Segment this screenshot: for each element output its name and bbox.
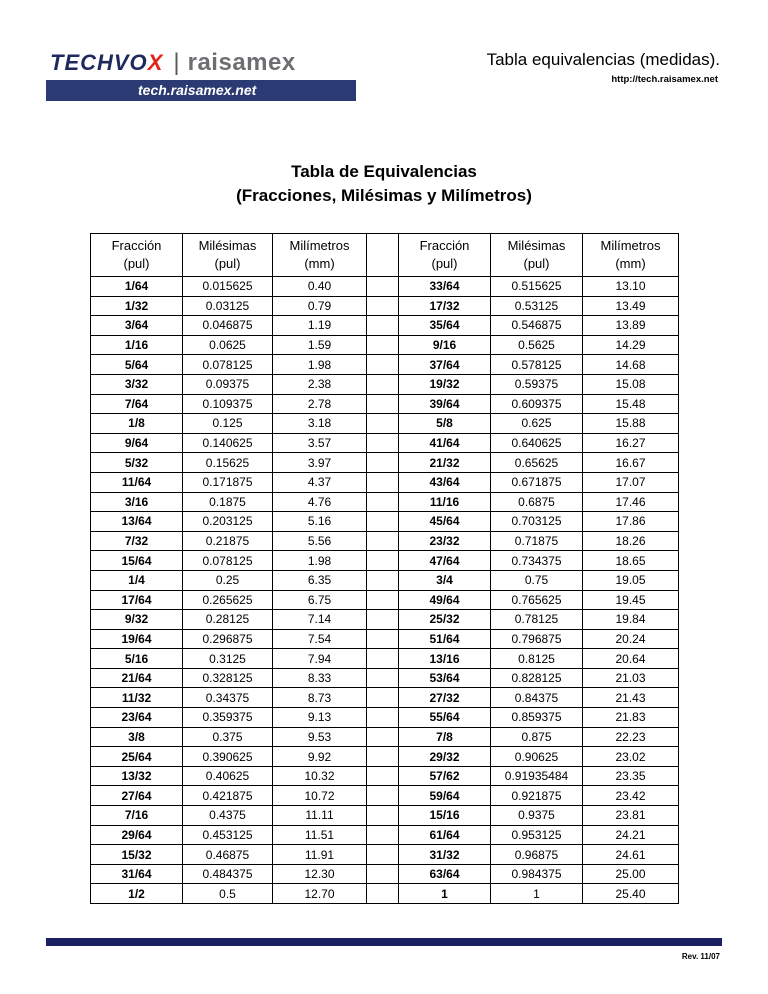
- table-row: [91, 433, 679, 453]
- thousandths-cell: 0.703125: [491, 512, 583, 532]
- millimeters-cell: 22.23: [583, 727, 679, 747]
- thousandths-cell: 0.78125: [491, 610, 583, 630]
- millimeters-cell: 6.35: [273, 570, 367, 590]
- thousandths-cell: 0.140625: [183, 433, 273, 453]
- thousandths-cell: 0.515625: [491, 277, 583, 297]
- millimeters-cell: 6.75: [273, 590, 367, 610]
- thousandths-cell: 0.078125: [183, 355, 273, 375]
- millimeters-cell: 17.07: [583, 472, 679, 492]
- fraction-cell: 41/64: [399, 433, 491, 453]
- thousandths-cell: 0.546875: [491, 316, 583, 336]
- millimeters-cell: 11.51: [273, 825, 367, 845]
- column-spacer: [367, 727, 399, 747]
- column-spacer: [367, 551, 399, 571]
- table-row: [91, 570, 679, 590]
- millimeters-cell: 7.54: [273, 629, 367, 649]
- millimeters-cell: 8.33: [273, 668, 367, 688]
- fraction-cell: 1: [399, 884, 491, 904]
- thousandths-cell: 0.375: [183, 727, 273, 747]
- thousandths-cell: 0.765625: [491, 590, 583, 610]
- millimeters-cell: 3.18: [273, 414, 367, 434]
- millimeters-cell: 14.29: [583, 335, 679, 355]
- column-spacer: [367, 688, 399, 708]
- millimeters-cell: 13.49: [583, 296, 679, 316]
- table-row: [91, 668, 679, 688]
- equivalence-table: [90, 233, 679, 904]
- fraction-cell: 21/32: [399, 453, 491, 473]
- millimeters-cell: 5.16: [273, 512, 367, 532]
- thousandths-cell: 0.453125: [183, 825, 273, 845]
- thousandths-cell: 0.125: [183, 414, 273, 434]
- thousandths-cell: 0.796875: [491, 629, 583, 649]
- millimeters-cell: 24.61: [583, 845, 679, 865]
- millimeters-cell: 25.00: [583, 864, 679, 884]
- thousandths-cell: 0.203125: [183, 512, 273, 532]
- thousandths-cell: 0.921875: [491, 786, 583, 806]
- fraction-cell: 3/32: [91, 374, 183, 394]
- millimeters-cell: 17.46: [583, 492, 679, 512]
- table-row: [91, 277, 679, 297]
- millimeters-cell: 12.30: [273, 864, 367, 884]
- fraction-cell: 39/64: [399, 394, 491, 414]
- fraction-cell: 5/64: [91, 355, 183, 375]
- thousandths-cell: 0.9375: [491, 806, 583, 826]
- table-row: [91, 453, 679, 473]
- column-header-fraction: Fracción (pul): [399, 234, 491, 277]
- column-spacer: [367, 649, 399, 669]
- fraction-cell: 19/64: [91, 629, 183, 649]
- millimeters-cell: 16.67: [583, 453, 679, 473]
- table-row: [91, 708, 679, 728]
- column-spacer: [367, 472, 399, 492]
- column-spacer: [367, 316, 399, 336]
- fraction-cell: 21/64: [91, 668, 183, 688]
- fraction-cell: 27/32: [399, 688, 491, 708]
- millimeters-cell: 14.68: [583, 355, 679, 375]
- table-row: [91, 316, 679, 336]
- millimeters-cell: 19.05: [583, 570, 679, 590]
- fraction-cell: 43/64: [399, 472, 491, 492]
- millimeters-cell: 7.94: [273, 649, 367, 669]
- millimeters-cell: 8.73: [273, 688, 367, 708]
- document-url: http://tech.raisamex.net: [611, 74, 718, 85]
- millimeters-cell: 10.72: [273, 786, 367, 806]
- thousandths-cell: 0.71875: [491, 531, 583, 551]
- thousandths-cell: 0.34375: [183, 688, 273, 708]
- table-body: [91, 277, 679, 904]
- millimeters-cell: 0.40: [273, 277, 367, 297]
- fraction-cell: 35/64: [399, 316, 491, 336]
- thousandths-cell: 0.40625: [183, 766, 273, 786]
- millimeters-cell: 20.24: [583, 629, 679, 649]
- millimeters-cell: 12.70: [273, 884, 367, 904]
- fraction-cell: 17/32: [399, 296, 491, 316]
- column-spacer: [367, 277, 399, 297]
- fraction-cell: 3/64: [91, 316, 183, 336]
- fraction-cell: 59/64: [399, 786, 491, 806]
- fraction-cell: 13/16: [399, 649, 491, 669]
- thousandths-cell: 0.046875: [183, 316, 273, 336]
- column-spacer: [367, 668, 399, 688]
- thousandths-cell: 0.859375: [491, 708, 583, 728]
- thousandths-cell: 0.078125: [183, 551, 273, 571]
- fraction-cell: 1/16: [91, 335, 183, 355]
- fraction-cell: 1/32: [91, 296, 183, 316]
- thousandths-cell: 0.5625: [491, 335, 583, 355]
- fraction-cell: 11/32: [91, 688, 183, 708]
- thousandths-cell: 0.91935484: [491, 766, 583, 786]
- fraction-cell: 7/32: [91, 531, 183, 551]
- fraction-cell: 51/64: [399, 629, 491, 649]
- table-row: [91, 629, 679, 649]
- fraction-cell: 7/64: [91, 394, 183, 414]
- fraction-cell: 5/8: [399, 414, 491, 434]
- millimeters-cell: 9.92: [273, 747, 367, 767]
- millimeters-cell: 21.43: [583, 688, 679, 708]
- millimeters-cell: 18.26: [583, 531, 679, 551]
- column-spacer: [367, 374, 399, 394]
- table-row: [91, 845, 679, 865]
- millimeters-cell: 13.89: [583, 316, 679, 336]
- thousandths-cell: 0.484375: [183, 864, 273, 884]
- thousandths-cell: 0.640625: [491, 433, 583, 453]
- millimeters-cell: 1.98: [273, 355, 367, 375]
- raisamex-logo: raisamex: [187, 49, 296, 76]
- thousandths-cell: 0.390625: [183, 747, 273, 767]
- fraction-cell: 15/16: [399, 806, 491, 826]
- document-title: Tabla equivalencias (medidas).: [486, 50, 720, 69]
- thousandths-cell: 0.4375: [183, 806, 273, 826]
- millimeters-cell: 11.91: [273, 845, 367, 865]
- table-row: [91, 590, 679, 610]
- millimeters-cell: 15.48: [583, 394, 679, 414]
- thousandths-cell: 0.984375: [491, 864, 583, 884]
- column-spacer: [367, 629, 399, 649]
- millimeters-cell: 15.08: [583, 374, 679, 394]
- thousandths-cell: 0.296875: [183, 629, 273, 649]
- table-row: [91, 747, 679, 767]
- thousandths-cell: 0.359375: [183, 708, 273, 728]
- millimeters-cell: 5.56: [273, 531, 367, 551]
- fraction-cell: 19/32: [399, 374, 491, 394]
- table-row: [91, 531, 679, 551]
- millimeters-cell: 1.59: [273, 335, 367, 355]
- fraction-cell: 15/32: [91, 845, 183, 865]
- millimeters-cell: 19.45: [583, 590, 679, 610]
- millimeters-cell: 1.19: [273, 316, 367, 336]
- millimeters-cell: 23.35: [583, 766, 679, 786]
- fraction-cell: 3/4: [399, 570, 491, 590]
- thousandths-cell: 0.75: [491, 570, 583, 590]
- thousandths-cell: 0.625: [491, 414, 583, 434]
- fraction-cell: 9/64: [91, 433, 183, 453]
- millimeters-cell: 4.37: [273, 472, 367, 492]
- millimeters-cell: 2.78: [273, 394, 367, 414]
- thousandths-cell: 0.09375: [183, 374, 273, 394]
- column-spacer: [367, 414, 399, 434]
- logo-separator: |: [173, 49, 180, 76]
- column-spacer: [367, 492, 399, 512]
- millimeters-cell: 21.83: [583, 708, 679, 728]
- thousandths-cell: 0.578125: [491, 355, 583, 375]
- thousandths-cell: 0.1875: [183, 492, 273, 512]
- table-row: [91, 864, 679, 884]
- logo: [46, 44, 356, 102]
- thousandths-cell: 0.90625: [491, 747, 583, 767]
- fraction-cell: 9/16: [399, 335, 491, 355]
- fraction-cell: 9/32: [91, 610, 183, 630]
- table-row: [91, 884, 679, 904]
- fraction-cell: 1/2: [91, 884, 183, 904]
- millimeters-cell: 11.11: [273, 806, 367, 826]
- thousandths-cell: 0.03125: [183, 296, 273, 316]
- millimeters-cell: 10.32: [273, 766, 367, 786]
- table-row: [91, 649, 679, 669]
- millimeters-cell: 23.02: [583, 747, 679, 767]
- column-spacer: [367, 512, 399, 532]
- thousandths-cell: 0.3125: [183, 649, 273, 669]
- millimeters-cell: 15.88: [583, 414, 679, 434]
- fraction-cell: 25/32: [399, 610, 491, 630]
- table-row: [91, 688, 679, 708]
- fraction-cell: 1/4: [91, 570, 183, 590]
- column-spacer: [367, 747, 399, 767]
- fraction-cell: 13/64: [91, 512, 183, 532]
- table-row: [91, 394, 679, 414]
- column-spacer: [367, 570, 399, 590]
- thousandths-cell: 0.671875: [491, 472, 583, 492]
- fraction-cell: 3/16: [91, 492, 183, 512]
- fraction-cell: 49/64: [399, 590, 491, 610]
- thousandths-cell: 0.328125: [183, 668, 273, 688]
- fraction-cell: 33/64: [399, 277, 491, 297]
- column-spacer: [367, 610, 399, 630]
- millimeters-cell: 24.21: [583, 825, 679, 845]
- fraction-cell: 31/64: [91, 864, 183, 884]
- thousandths-cell: 0.265625: [183, 590, 273, 610]
- fraction-cell: 61/64: [399, 825, 491, 845]
- column-spacer: [367, 590, 399, 610]
- column-spacer: [367, 845, 399, 865]
- fraction-cell: 55/64: [399, 708, 491, 728]
- column-spacer: [367, 864, 399, 884]
- fraction-cell: 29/64: [91, 825, 183, 845]
- column-spacer: [367, 355, 399, 375]
- millimeters-cell: 2.38: [273, 374, 367, 394]
- thousandths-cell: 0.609375: [491, 394, 583, 414]
- fraction-cell: 5/16: [91, 649, 183, 669]
- table-heading: [0, 160, 768, 208]
- fraction-cell: 63/64: [399, 864, 491, 884]
- column-spacer: [367, 335, 399, 355]
- millimeters-cell: 23.81: [583, 806, 679, 826]
- fraction-cell: 25/64: [91, 747, 183, 767]
- table-row: [91, 551, 679, 571]
- logo-wordmark: [50, 48, 296, 78]
- thousandths-cell: 0.59375: [491, 374, 583, 394]
- table-row: [91, 727, 679, 747]
- column-spacer: [367, 806, 399, 826]
- thousandths-cell: 0.21875: [183, 531, 273, 551]
- thousandths-cell: 0.734375: [491, 551, 583, 571]
- column-spacer: [367, 394, 399, 414]
- table-row: [91, 492, 679, 512]
- thousandths-cell: 0.65625: [491, 453, 583, 473]
- thousandths-cell: 0.015625: [183, 277, 273, 297]
- fraction-cell: 1/64: [91, 277, 183, 297]
- table-row: [91, 512, 679, 532]
- fraction-cell: 23/64: [91, 708, 183, 728]
- thousandths-cell: 0.15625: [183, 453, 273, 473]
- column-spacer: [367, 708, 399, 728]
- millimeters-cell: 7.14: [273, 610, 367, 630]
- thousandths-cell: 0.171875: [183, 472, 273, 492]
- table-row: [91, 766, 679, 786]
- thousandths-cell: 0.421875: [183, 786, 273, 806]
- millimeters-cell: 25.40: [583, 884, 679, 904]
- column-header-fraction: Fracción (pul): [91, 234, 183, 277]
- millimeters-cell: 3.57: [273, 433, 367, 453]
- heading-line-1: Tabla de Equivalencias: [291, 162, 477, 181]
- fraction-cell: 1/8: [91, 414, 183, 434]
- fraction-cell: 23/32: [399, 531, 491, 551]
- fraction-cell: 29/32: [399, 747, 491, 767]
- thousandths-cell: 0.953125: [491, 825, 583, 845]
- table-row: [91, 335, 679, 355]
- millimeters-cell: 3.97: [273, 453, 367, 473]
- fraction-cell: 3/8: [91, 727, 183, 747]
- millimeters-cell: 23.42: [583, 786, 679, 806]
- column-header-thousandths: Milésimas (pul): [183, 234, 273, 277]
- column-spacer: [367, 234, 399, 277]
- fraction-cell: 7/8: [399, 727, 491, 747]
- column-header-millimeters: Milímetros (mm): [583, 234, 679, 277]
- column-spacer: [367, 531, 399, 551]
- fraction-cell: 57/62: [399, 766, 491, 786]
- millimeters-cell: 9.13: [273, 708, 367, 728]
- thousandths-cell: 0.8125: [491, 649, 583, 669]
- fraction-cell: 47/64: [399, 551, 491, 571]
- thousandths-cell: 0.6875: [491, 492, 583, 512]
- thousandths-cell: 0.84375: [491, 688, 583, 708]
- fraction-cell: 45/64: [399, 512, 491, 532]
- thousandths-cell: 0.46875: [183, 845, 273, 865]
- column-header-millimeters: Milímetros (mm): [273, 234, 367, 277]
- fraction-cell: 11/64: [91, 472, 183, 492]
- millimeters-cell: 20.64: [583, 649, 679, 669]
- thousandths-cell: 0.25: [183, 570, 273, 590]
- fraction-cell: 17/64: [91, 590, 183, 610]
- revision-label: Rev. 11/07: [681, 952, 720, 961]
- millimeters-cell: 1.98: [273, 551, 367, 571]
- millimeters-cell: 17.86: [583, 512, 679, 532]
- table-row: [91, 806, 679, 826]
- millimeters-cell: 0.79: [273, 296, 367, 316]
- millimeters-cell: 13.10: [583, 277, 679, 297]
- fraction-cell: 37/64: [399, 355, 491, 375]
- thousandths-cell: 0.875: [491, 727, 583, 747]
- table-row: [91, 786, 679, 806]
- techvox-logo: TECHVOX: [50, 50, 164, 75]
- column-spacer: [367, 884, 399, 904]
- thousandths-cell: 0.109375: [183, 394, 273, 414]
- thousandths-cell: 1: [491, 884, 583, 904]
- column-header-thousandths: Milésimas (pul): [491, 234, 583, 277]
- fraction-cell: 15/64: [91, 551, 183, 571]
- millimeters-cell: 9.53: [273, 727, 367, 747]
- millimeters-cell: 19.84: [583, 610, 679, 630]
- fraction-cell: 27/64: [91, 786, 183, 806]
- table-row: [91, 610, 679, 630]
- column-spacer: [367, 453, 399, 473]
- table-header-row: [91, 234, 679, 277]
- fraction-cell: 11/16: [399, 492, 491, 512]
- table-row: [91, 296, 679, 316]
- millimeters-cell: 16.27: [583, 433, 679, 453]
- thousandths-cell: 0.28125: [183, 610, 273, 630]
- fraction-cell: 31/32: [399, 845, 491, 865]
- thousandths-cell: 0.5: [183, 884, 273, 904]
- thousandths-cell: 0.828125: [491, 668, 583, 688]
- thousandths-cell: 0.53125: [491, 296, 583, 316]
- fraction-cell: 13/32: [91, 766, 183, 786]
- fraction-cell: 7/16: [91, 806, 183, 826]
- column-spacer: [367, 825, 399, 845]
- column-spacer: [367, 766, 399, 786]
- column-spacer: [367, 433, 399, 453]
- fraction-cell: 53/64: [399, 668, 491, 688]
- table-row: [91, 825, 679, 845]
- column-spacer: [367, 786, 399, 806]
- millimeters-cell: 18.65: [583, 551, 679, 571]
- column-spacer: [367, 296, 399, 316]
- table-row: [91, 355, 679, 375]
- thousandths-cell: 0.0625: [183, 335, 273, 355]
- thousandths-cell: 0.96875: [491, 845, 583, 865]
- table-row: [91, 472, 679, 492]
- footer-bar: [46, 938, 722, 946]
- fraction-cell: 5/32: [91, 453, 183, 473]
- heading-line-2: (Fracciones, Milésimas y Milímetros): [236, 186, 532, 205]
- logo-tagline: tech.raisamex.net: [46, 80, 356, 101]
- millimeters-cell: 4.76: [273, 492, 367, 512]
- table-row: [91, 414, 679, 434]
- table-row: [91, 374, 679, 394]
- millimeters-cell: 21.03: [583, 668, 679, 688]
